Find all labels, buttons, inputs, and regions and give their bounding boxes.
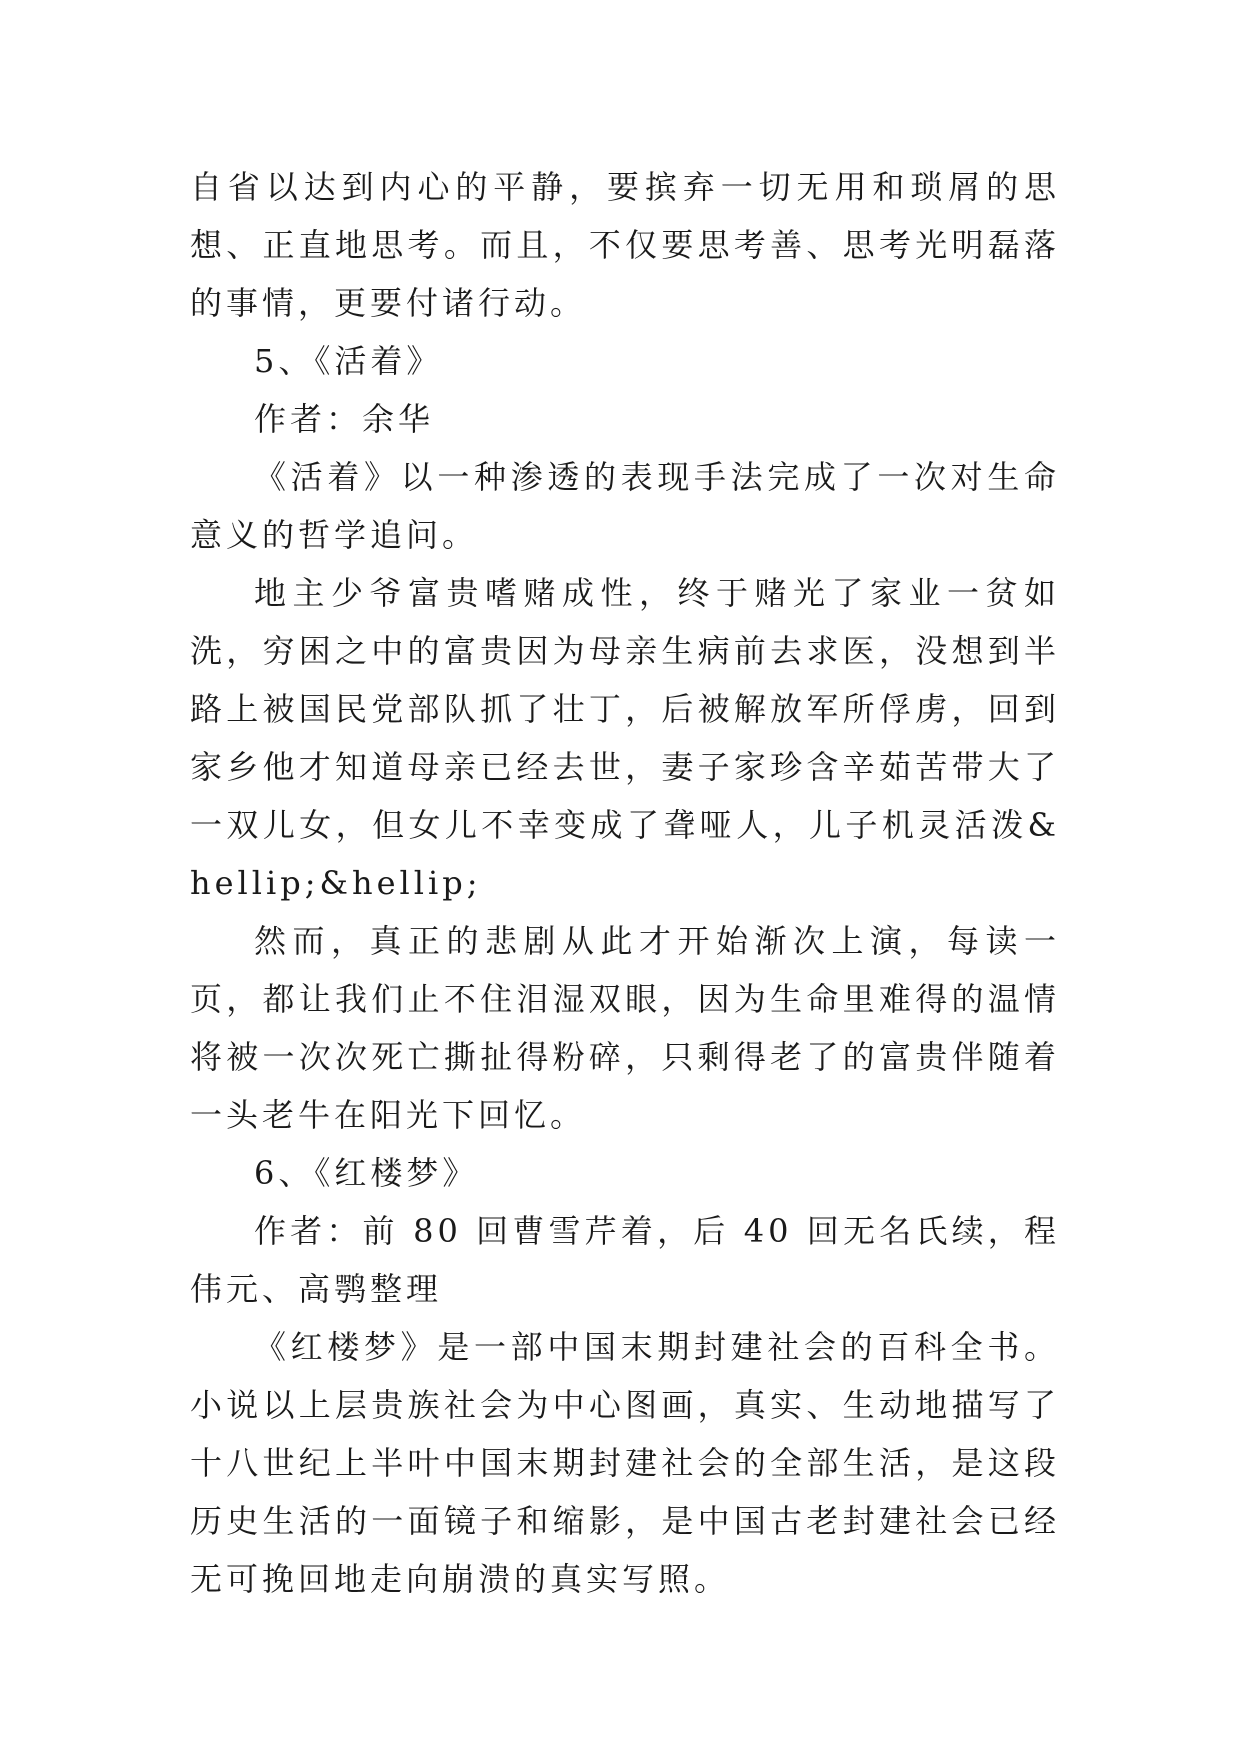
book-heading-hongloumeng: 6、《红楼梦》 — [254, 1154, 479, 1192]
document-body — [190, 158, 1060, 1608]
author-line-hongloumeng: 作者：前 80 回曹雪芹着，后 40 回无名氏续，程伟元、高鹗整理 — [190, 1212, 1060, 1308]
paragraph-continuation: 自省以达到内心的平静，要摈弃一切无用和琐屑的思想、正直地思考。而且，不仅要思考善、思考光明磊落的事情，更要付诸行动。 — [190, 168, 1060, 322]
book-heading-huozhe: 5、《活着》 — [254, 342, 443, 380]
paragraph-hongloumeng-intro: 《红楼梦》是一部中国末期封建社会的百科全书。小说以上层贵族社会为中心图画，真实、生动地描写了十八世纪上半叶中国末期封建社会的全部生活，是这段历史生活的一面镜子和缩影，是中国古老封建社会已经无可挽回地走向崩溃的真实写照。 — [190, 1328, 1060, 1598]
paragraph-huozhe-intro: 《活着》以一种渗透的表现手法完成了一次对生命意义的哲学追问。 — [190, 458, 1060, 554]
paragraph-huozhe-tragedy: 然而，真正的悲剧从此才开始渐次上演，每读一页，都让我们止不住泪湿双眼，因为生命里难得的温情将被一次次死亡撕扯得粉碎，只剩得老了的富贵伴随着一头老牛在阳光下回忆。 — [190, 922, 1060, 1134]
author-line-huozhe: 作者：余华 — [254, 400, 435, 438]
paragraph-huozhe-plot: 地主少爷富贵嗜赌成性，终于赌光了家业一贫如洗，穷困之中的富贵因为母亲生病前去求医，没想到半路上被国民党部队抓了壮丁，后被解放军所俘虏，回到家乡他才知道母亲已经去世，妻子家珍含辛茹苦带大了一双儿女，但女儿不幸变成了聋哑人，儿子机灵活泼&hellip;&hellip; — [190, 574, 1060, 902]
